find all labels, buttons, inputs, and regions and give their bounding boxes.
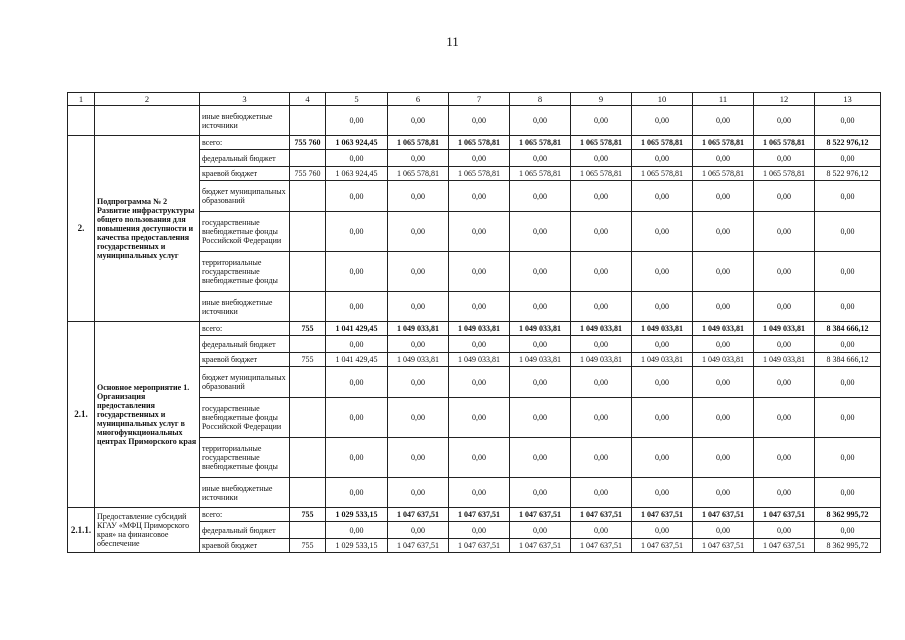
amount-cell: 1 065 578,81: [754, 136, 815, 150]
amount-cell: 0,00: [388, 252, 449, 292]
amount-cell: 1 047 637,51: [510, 539, 571, 553]
amount-cell: 0,00: [510, 106, 571, 136]
amount-cell: 0,00: [449, 252, 510, 292]
column-header-row: [68, 93, 881, 106]
budget-code: [290, 367, 326, 398]
amount-cell: 0,00: [388, 398, 449, 438]
amount-cell: 0,00: [326, 522, 388, 539]
funding-source: иные внебюджетные источники: [200, 478, 290, 508]
amount-cell: 0,00: [449, 438, 510, 478]
amount-cell: 0,00: [693, 522, 754, 539]
funding-source: территориальные государственные внебюджетные фонды: [200, 438, 290, 478]
amount-cell: 1 041 429,45: [326, 353, 388, 367]
amount-cell: 1 063 924,45: [326, 136, 388, 150]
amount-cell: 0,00: [632, 292, 693, 322]
amount-cell: 0,00: [326, 367, 388, 398]
amount-cell: 1 049 033,81: [510, 353, 571, 367]
funding-source: иные внебюджетные источники: [200, 292, 290, 322]
amount-cell: 0,00: [326, 150, 388, 167]
funding-source: всего:: [200, 136, 290, 150]
budget-code: [290, 252, 326, 292]
budget-code: [290, 292, 326, 322]
amount-cell: 1 065 578,81: [388, 167, 449, 181]
amount-cell: 0,00: [754, 150, 815, 167]
budget-code: [290, 478, 326, 508]
amount-cell: 0,00: [632, 336, 693, 353]
amount-cell: 1 065 578,81: [571, 167, 632, 181]
amount-cell: 0,00: [632, 212, 693, 252]
amount-cell: 0,00: [754, 292, 815, 322]
amount-cell: 1 047 637,51: [632, 508, 693, 522]
funding-source: бюджет муниципальных образований: [200, 367, 290, 398]
amount-cell: 0,00: [632, 106, 693, 136]
amount-cell: 0,00: [449, 398, 510, 438]
amount-cell: 0,00: [326, 292, 388, 322]
amount-cell: 1 049 033,81: [693, 322, 754, 336]
row-index: 2.1.1.: [68, 508, 95, 553]
table-body: [68, 106, 881, 553]
amount-cell: 0,00: [571, 150, 632, 167]
amount-cell: 1 065 578,81: [449, 136, 510, 150]
funding-source: краевой бюджет: [200, 539, 290, 553]
amount-cell: 0,00: [326, 106, 388, 136]
amount-cell: 0,00: [449, 150, 510, 167]
table-row: [68, 136, 881, 150]
budget-code: [290, 336, 326, 353]
amount-cell: 8 362 995,72: [815, 539, 881, 553]
funding-source: бюджет муниципальных образований: [200, 181, 290, 212]
amount-cell: 1 047 637,51: [632, 539, 693, 553]
table-row: [68, 508, 881, 522]
amount-cell: 1 047 637,51: [571, 508, 632, 522]
amount-cell: 1 065 578,81: [388, 136, 449, 150]
amount-cell: 0,00: [693, 292, 754, 322]
amount-cell: 0,00: [326, 212, 388, 252]
amount-cell: 0,00: [693, 150, 754, 167]
amount-cell: 0,00: [571, 478, 632, 508]
amount-cell: 0,00: [815, 367, 881, 398]
amount-cell: 0,00: [510, 367, 571, 398]
amount-cell: 0,00: [754, 438, 815, 478]
column-header: 10: [632, 93, 693, 106]
table-row: [68, 322, 881, 336]
amount-cell: 0,00: [326, 181, 388, 212]
amount-cell: 0,00: [449, 212, 510, 252]
budget-table: [67, 92, 881, 553]
amount-cell: 1 065 578,81: [693, 136, 754, 150]
amount-cell: 0,00: [571, 367, 632, 398]
amount-cell: 0,00: [571, 212, 632, 252]
amount-cell: 0,00: [510, 478, 571, 508]
amount-cell: 0,00: [388, 212, 449, 252]
budget-code: 755: [290, 508, 326, 522]
budget-code: 755: [290, 353, 326, 367]
amount-cell: 0,00: [632, 478, 693, 508]
amount-cell: 0,00: [571, 181, 632, 212]
amount-cell: 0,00: [754, 478, 815, 508]
amount-cell: 0,00: [693, 106, 754, 136]
amount-cell: 1 049 033,81: [571, 322, 632, 336]
amount-cell: 0,00: [632, 150, 693, 167]
amount-cell: 0,00: [754, 252, 815, 292]
amount-cell: 1 065 578,81: [510, 167, 571, 181]
amount-cell: 0,00: [815, 478, 881, 508]
amount-cell: 0,00: [571, 252, 632, 292]
amount-cell: 0,00: [510, 336, 571, 353]
amount-cell: 1 049 033,81: [449, 353, 510, 367]
amount-cell: 1 065 578,81: [754, 167, 815, 181]
budget-code: [290, 212, 326, 252]
row-index: 2.: [68, 136, 95, 322]
amount-cell: 0,00: [388, 336, 449, 353]
amount-cell: 0,00: [510, 150, 571, 167]
amount-cell: 0,00: [693, 336, 754, 353]
budget-code: [290, 150, 326, 167]
funding-source: всего:: [200, 322, 290, 336]
amount-cell: 1 047 637,51: [510, 508, 571, 522]
budget-code: [290, 106, 326, 136]
program-name: Подпрограмма № 2 Развитие инфраструктуры общего пользования для повышения доступности и качества предоставления государственных и муниципальных услуг: [95, 136, 200, 322]
amount-cell: 0,00: [449, 181, 510, 212]
amount-cell: 0,00: [815, 438, 881, 478]
amount-cell: 0,00: [632, 252, 693, 292]
column-header: 4: [290, 93, 326, 106]
amount-cell: 1 049 033,81: [510, 322, 571, 336]
funding-source: территориальные государственные внебюджетные фонды: [200, 252, 290, 292]
budget-code: [290, 181, 326, 212]
amount-cell: 0,00: [510, 292, 571, 322]
amount-cell: 1 049 033,81: [693, 353, 754, 367]
page-number: 11: [446, 34, 459, 49]
amount-cell: 1 047 637,51: [388, 508, 449, 522]
budget-code: [290, 438, 326, 478]
amount-cell: 1 049 033,81: [571, 353, 632, 367]
amount-cell: 0,00: [388, 150, 449, 167]
budget-code: [290, 398, 326, 438]
amount-cell: 0,00: [388, 106, 449, 136]
amount-cell: 0,00: [510, 252, 571, 292]
budget-code: 755: [290, 322, 326, 336]
funding-source: федеральный бюджет: [200, 522, 290, 539]
amount-cell: 0,00: [693, 367, 754, 398]
amount-cell: 8 384 666,12: [815, 353, 881, 367]
amount-cell: 1 029 533,15: [326, 539, 388, 553]
amount-cell: 0,00: [815, 150, 881, 167]
amount-cell: 0,00: [815, 212, 881, 252]
funding-source: государственные внебюджетные фонды Российской Федерации: [200, 398, 290, 438]
column-header: 6: [388, 93, 449, 106]
amount-cell: 0,00: [754, 106, 815, 136]
budget-code: [290, 522, 326, 539]
amount-cell: 0,00: [510, 522, 571, 539]
amount-cell: 0,00: [571, 398, 632, 438]
funding-source: государственные внебюджетные фонды Российской Федерации: [200, 212, 290, 252]
amount-cell: 0,00: [388, 181, 449, 212]
amount-cell: 0,00: [388, 478, 449, 508]
amount-cell: 0,00: [388, 292, 449, 322]
program-name: Основное мероприятие 1. Организация предоставления государственных и муниципальных услуг в многофункциональных центрах Приморского края: [95, 322, 200, 508]
row-index: 2.1.: [68, 322, 95, 508]
amount-cell: 1 049 033,81: [632, 322, 693, 336]
column-header: 7: [449, 93, 510, 106]
amount-cell: 0,00: [754, 336, 815, 353]
amount-cell: 1 047 637,51: [754, 539, 815, 553]
amount-cell: 0,00: [815, 398, 881, 438]
amount-cell: 1 047 637,51: [449, 508, 510, 522]
amount-cell: 0,00: [632, 438, 693, 478]
amount-cell: 1 065 578,81: [449, 167, 510, 181]
amount-cell: 1 065 578,81: [571, 136, 632, 150]
amount-cell: 1 065 578,81: [693, 167, 754, 181]
amount-cell: 0,00: [510, 398, 571, 438]
empty-cell: [68, 106, 95, 136]
amount-cell: 0,00: [693, 398, 754, 438]
amount-cell: 1 065 578,81: [510, 136, 571, 150]
column-header: 13: [815, 93, 881, 106]
amount-cell: 1 029 533,15: [326, 508, 388, 522]
amount-cell: 0,00: [388, 367, 449, 398]
program-name: Предоставление субсидий КГАУ «МФЦ Приморского края» на финансовое обеспечение: [95, 508, 200, 553]
table-row: [68, 106, 881, 136]
column-header: 1: [68, 93, 95, 106]
amount-cell: 0,00: [815, 336, 881, 353]
amount-cell: 0,00: [754, 367, 815, 398]
amount-cell: 1 049 033,81: [754, 353, 815, 367]
column-header: 11: [693, 93, 754, 106]
funding-source: краевой бюджет: [200, 353, 290, 367]
amount-cell: 0,00: [815, 522, 881, 539]
column-header: 9: [571, 93, 632, 106]
amount-cell: 0,00: [326, 252, 388, 292]
amount-cell: 0,00: [815, 181, 881, 212]
amount-cell: 1 063 924,45: [326, 167, 388, 181]
amount-cell: 0,00: [449, 336, 510, 353]
amount-cell: 0,00: [693, 478, 754, 508]
amount-cell: 0,00: [693, 212, 754, 252]
amount-cell: 1 047 637,51: [571, 539, 632, 553]
amount-cell: 0,00: [632, 181, 693, 212]
budget-code: 755 760: [290, 136, 326, 150]
amount-cell: 1 065 578,81: [632, 136, 693, 150]
amount-cell: 0,00: [571, 292, 632, 322]
amount-cell: 0,00: [754, 181, 815, 212]
amount-cell: 0,00: [326, 478, 388, 508]
amount-cell: 1 065 578,81: [632, 167, 693, 181]
amount-cell: 0,00: [693, 252, 754, 292]
amount-cell: 1 041 429,45: [326, 322, 388, 336]
amount-cell: 8 384 666,12: [815, 322, 881, 336]
amount-cell: 0,00: [571, 438, 632, 478]
amount-cell: 1 049 033,81: [449, 322, 510, 336]
amount-cell: 1 049 033,81: [388, 353, 449, 367]
amount-cell: 0,00: [632, 398, 693, 438]
column-header: 3: [200, 93, 290, 106]
amount-cell: 0,00: [388, 438, 449, 478]
amount-cell: 8 362 995,72: [815, 508, 881, 522]
amount-cell: 0,00: [632, 522, 693, 539]
amount-cell: 0,00: [571, 336, 632, 353]
amount-cell: 0,00: [326, 336, 388, 353]
funding-source: иные внебюджетные источники: [200, 106, 290, 136]
amount-cell: 0,00: [754, 398, 815, 438]
amount-cell: 0,00: [571, 106, 632, 136]
column-header: 12: [754, 93, 815, 106]
amount-cell: 0,00: [815, 106, 881, 136]
funding-source: краевой бюджет: [200, 167, 290, 181]
column-header: 8: [510, 93, 571, 106]
amount-cell: 0,00: [326, 398, 388, 438]
funding-source: федеральный бюджет: [200, 150, 290, 167]
amount-cell: 1 047 637,51: [449, 539, 510, 553]
amount-cell: 0,00: [693, 181, 754, 212]
amount-cell: 0,00: [632, 367, 693, 398]
budget-code: 755: [290, 539, 326, 553]
empty-cell: [95, 106, 200, 136]
funding-source: федеральный бюджет: [200, 336, 290, 353]
amount-cell: 0,00: [510, 181, 571, 212]
amount-cell: 0,00: [449, 292, 510, 322]
amount-cell: 1 049 033,81: [754, 322, 815, 336]
amount-cell: 8 522 976,12: [815, 136, 881, 150]
amount-cell: 1 047 637,51: [693, 508, 754, 522]
amount-cell: 1 047 637,51: [693, 539, 754, 553]
funding-source: всего:: [200, 508, 290, 522]
amount-cell: 0,00: [449, 367, 510, 398]
amount-cell: 0,00: [388, 522, 449, 539]
amount-cell: 1 047 637,51: [754, 508, 815, 522]
amount-cell: 0,00: [571, 522, 632, 539]
amount-cell: 0,00: [449, 478, 510, 508]
amount-cell: 1 047 637,51: [388, 539, 449, 553]
amount-cell: 0,00: [754, 522, 815, 539]
amount-cell: 0,00: [326, 438, 388, 478]
amount-cell: 0,00: [449, 522, 510, 539]
amount-cell: 1 049 033,81: [388, 322, 449, 336]
amount-cell: 0,00: [815, 252, 881, 292]
amount-cell: 0,00: [754, 212, 815, 252]
amount-cell: 1 049 033,81: [632, 353, 693, 367]
column-header: 5: [326, 93, 388, 106]
amount-cell: 8 522 976,12: [815, 167, 881, 181]
amount-cell: 0,00: [693, 438, 754, 478]
amount-cell: 0,00: [449, 106, 510, 136]
amount-cell: 0,00: [510, 438, 571, 478]
amount-cell: 0,00: [510, 212, 571, 252]
column-header: 2: [95, 93, 200, 106]
budget-code: 755 760: [290, 167, 326, 181]
amount-cell: 0,00: [815, 292, 881, 322]
